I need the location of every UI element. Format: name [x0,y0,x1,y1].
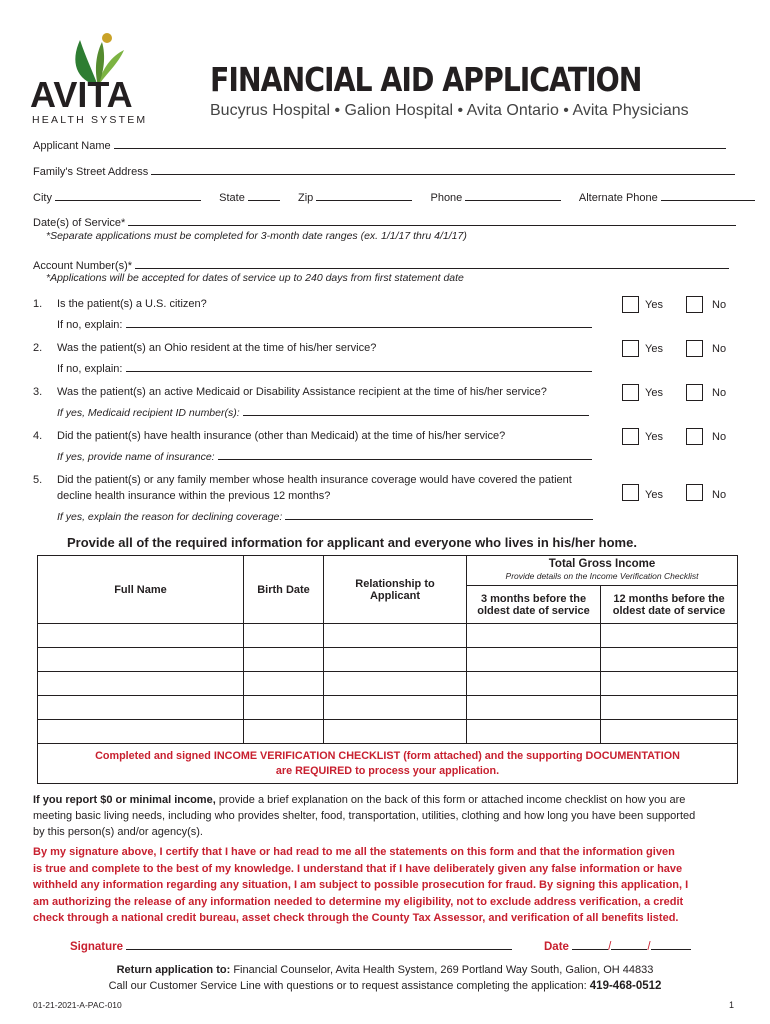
col-12-months [601,586,738,624]
question-4-no-checkbox[interactable] [686,428,703,445]
form-code: 01-21-2021-A-PAC-010 [33,1000,122,1010]
question-4-followup-field[interactable] [218,448,592,460]
account-numbers-note: *Applications will be accepted for dates of service up to 240 days from first statement date [46,272,464,284]
certification-line-3: withheld any information regarding any situation, I am subject to possible prosecution for fraud. By signing this application, I [33,879,689,891]
full-name-cell[interactable] [38,648,244,672]
question-1-followup-field[interactable] [126,316,592,328]
question-5-number: 5. [33,474,43,486]
question-5-no-checkbox[interactable] [686,484,703,501]
certification-line-2: is true and complete to the best of my knowledge. I understand that if I have deliberately given any false information or have [33,862,683,875]
street-address-row [33,163,735,178]
income-3mo-cell[interactable] [467,648,601,672]
page-subtitle: Bucyrus Hospital • Galion Hospital • Avita Ontario • Avita Physicians [210,102,689,119]
certification-line-4: am authorizing the release of any information needed to determine my eligibility, not to exclude address verification, a credit [33,895,684,908]
notice-line-2: are REQUIRED to process your application. [275,764,500,777]
household-heading: Provide all of the required information for applicant and everyone who lives in his/her home. [67,535,637,550]
question-4-text: Did the patient(s) have health insurance (other than Medicaid) at the time of his/her service? [57,430,506,442]
question-2-no-label: No [712,343,727,355]
full-name-cell[interactable] [38,672,244,696]
question-5-yes-checkbox[interactable] [622,484,639,501]
birth-date-cell[interactable] [244,720,324,744]
alt-phone-field[interactable] [661,189,755,201]
minimal-income-line-2: meeting basic living needs, including who provides shelter, food, transportation, utilities, clothing and how long you have been supported [33,810,696,822]
return-label: Return application to: [116,964,231,976]
phone-field[interactable] [465,189,561,201]
return-address-line [0,962,770,978]
relationship-cell[interactable] [324,648,467,672]
question-2-followup [57,360,592,375]
minimal-income-note [33,792,738,840]
certification-statement [33,844,688,927]
col-relationship-label: Relationship to Applicant [355,577,435,602]
return-address: Financial Counselor, Avita Health System, 269 Portland Way South, Galion, OH 44833 [233,964,654,976]
question-1-followup [57,316,592,331]
date-row [544,938,691,953]
alt-phone-label: Alternate Phone [578,192,658,204]
income-3mo-cell[interactable] [467,720,601,744]
applicant-name-row [33,137,726,152]
return-call-text: Call our Customer Service Line with questions or to request assistance completing the application: [108,980,587,992]
notice-row [38,744,738,784]
city-label: City [33,192,52,204]
income-verification-notice [38,744,738,784]
date-separator: / [608,941,612,953]
account-numbers-row [33,257,729,272]
full-name-cell[interactable] [38,624,244,648]
notice-line-1: Completed and signed INCOME VERIFICATION CHECKLIST (form attached) and the supporting DOCUMENTATION [95,749,680,762]
question-5-text-line2: decline health insurance within the previous 12 months? [57,490,331,502]
col-full-name: Full Name [38,556,244,624]
applicant-name-label: Applicant Name [33,140,111,152]
relationship-cell[interactable] [324,624,467,648]
street-address-field[interactable] [151,163,735,175]
question-3-followup-field[interactable] [243,404,589,416]
question-5-text: Did the patient(s) or any family member whose health insurance coverage would have covered the patient [57,474,572,486]
col-relationship [324,556,467,624]
question-4-number: 4. [33,430,43,442]
return-call-line [0,978,770,994]
question-1-number: 1. [33,298,43,310]
income-3mo-cell[interactable] [467,672,601,696]
question-1-yes-checkbox[interactable] [622,296,639,313]
table-row [38,648,738,672]
question-5-followup-label: If yes, explain the reason for declining coverage: [57,511,283,523]
col-income-label: Total Gross Income [548,558,656,570]
birth-date-cell[interactable] [244,624,324,648]
col-3-months-label: 3 months before the oldest date of service [477,592,590,617]
state-label: State [219,192,245,204]
income-12mo-cell[interactable] [601,648,738,672]
full-name-cell[interactable] [38,720,244,744]
date-month-field[interactable] [572,938,608,950]
date-day-field[interactable] [611,938,647,950]
question-3-text: Was the patient(s) an active Medicaid or Disability Assistance recipient at the time of his/her service? [57,386,547,398]
question-4-yes-checkbox[interactable] [622,428,639,445]
question-2-followup-label: If no, explain: [57,363,123,375]
return-info [0,962,770,994]
city-row [33,189,755,204]
date-separator: / [647,941,651,953]
income-12mo-cell[interactable] [601,696,738,720]
table-row [38,672,738,696]
zip-field[interactable] [316,189,412,201]
income-12mo-cell[interactable] [601,672,738,696]
col-12-months-label: 12 months before the oldest date of service [612,592,726,617]
question-1-no-label: No [712,299,727,311]
signature-field[interactable] [126,938,512,950]
signature-row [70,938,512,953]
city-field[interactable] [55,189,201,201]
page-title: FINANCIAL AID APPLICATION [210,60,642,99]
question-5-followup-field[interactable] [285,508,593,520]
income-3mo-cell[interactable] [467,696,601,720]
question-3-no-label: No [712,387,727,399]
page-number: 1 [729,1000,735,1010]
dates-of-service-label: Date(s) of Service* [33,217,126,229]
question-2-number: 2. [33,342,43,354]
birth-date-cell[interactable] [244,648,324,672]
question-3-yes-checkbox[interactable] [622,384,639,401]
minimal-income-line-3: by this person(s) and/or agency(s). [33,826,203,838]
street-address-label: Family's Street Address [33,166,149,178]
zip-label: Zip [298,192,314,204]
certification-line-5: check through a national credit bureau, asset check through the County Tax Assessor, and verification of all benefits listed. [33,912,679,924]
table-row [38,624,738,648]
date-year-field[interactable] [651,938,691,950]
income-12mo-cell[interactable] [601,720,738,744]
dates-of-service-field[interactable] [128,214,736,226]
income-3mo-cell[interactable] [467,624,601,648]
minimal-income-lead: If you report $0 or minimal income, [33,794,216,806]
relationship-cell[interactable] [324,672,467,696]
question-1-followup-label: If no, explain: [57,319,123,331]
col-income-note: Provide details on the Income Verification Checklist [505,571,699,581]
logo-wordmark: AVITA [30,74,133,115]
col-total-gross-income [467,556,738,586]
table-row [38,720,738,744]
relationship-cell[interactable] [324,720,467,744]
table-row [38,696,738,720]
question-2-followup-field[interactable] [126,360,592,372]
question-1-no-checkbox[interactable] [686,296,703,313]
question-3-no-checkbox[interactable] [686,384,703,401]
question-4-followup [57,448,592,463]
col-3-months [467,586,601,624]
logo [30,30,150,126]
question-3-followup [57,404,589,419]
question-4-followup-label: If yes, provide name of insurance: [57,451,215,463]
phone-label: Phone [430,192,463,204]
dates-of-service-note: *Separate applications must be completed for 3-month date ranges (ex. 1/1/17 thru 4/1/17) [46,230,467,242]
question-1-yes-label: Yes [645,299,663,311]
question-2-yes-label: Yes [645,343,663,355]
question-2-text: Was the patient(s) an Ohio resident at the time of his/her service? [57,342,377,354]
question-5-no-label: No [712,489,727,501]
income-12mo-cell[interactable] [601,624,738,648]
question-2-yes-checkbox[interactable] [622,340,639,357]
applicant-name-field[interactable] [114,137,726,149]
question-1-text: Is the patient(s) a U.S. citizen? [57,298,207,310]
date-label: Date [544,941,569,953]
logo-subtitle: HEALTH SYSTEM [32,114,148,126]
household-table [37,555,738,784]
minimal-income-rest-1: provide a brief explanation on the back of this form or attached income checklist on how you are [215,794,686,806]
account-numbers-label: Account Number(s)* [33,260,133,272]
minimal-income-line-1 [33,792,738,808]
signature-label: Signature [70,941,124,953]
question-4-yes-label: Yes [645,431,663,443]
question-5-yes-label: Yes [645,489,663,501]
question-2-no-checkbox[interactable] [686,340,703,357]
question-4-no-label: No [712,431,727,443]
question-5-followup [57,508,593,523]
account-numbers-field[interactable] [135,257,729,269]
col-birth-date: Birth Date [244,556,324,624]
full-name-cell[interactable] [38,696,244,720]
dates-of-service-row [33,214,736,229]
question-3-yes-label: Yes [645,387,663,399]
state-field[interactable] [248,189,280,201]
customer-service-phone: 419-468-0512 [589,980,662,992]
relationship-cell[interactable] [324,696,467,720]
question-3-followup-label: If yes, Medicaid recipient ID number(s): [57,407,240,419]
birth-date-cell[interactable] [244,696,324,720]
question-3-number: 3. [33,386,43,398]
certification-line-1: By my signature above, I certify that I have or had read to me all the statements on this form and that the information given [33,846,675,858]
birth-date-cell[interactable] [244,672,324,696]
